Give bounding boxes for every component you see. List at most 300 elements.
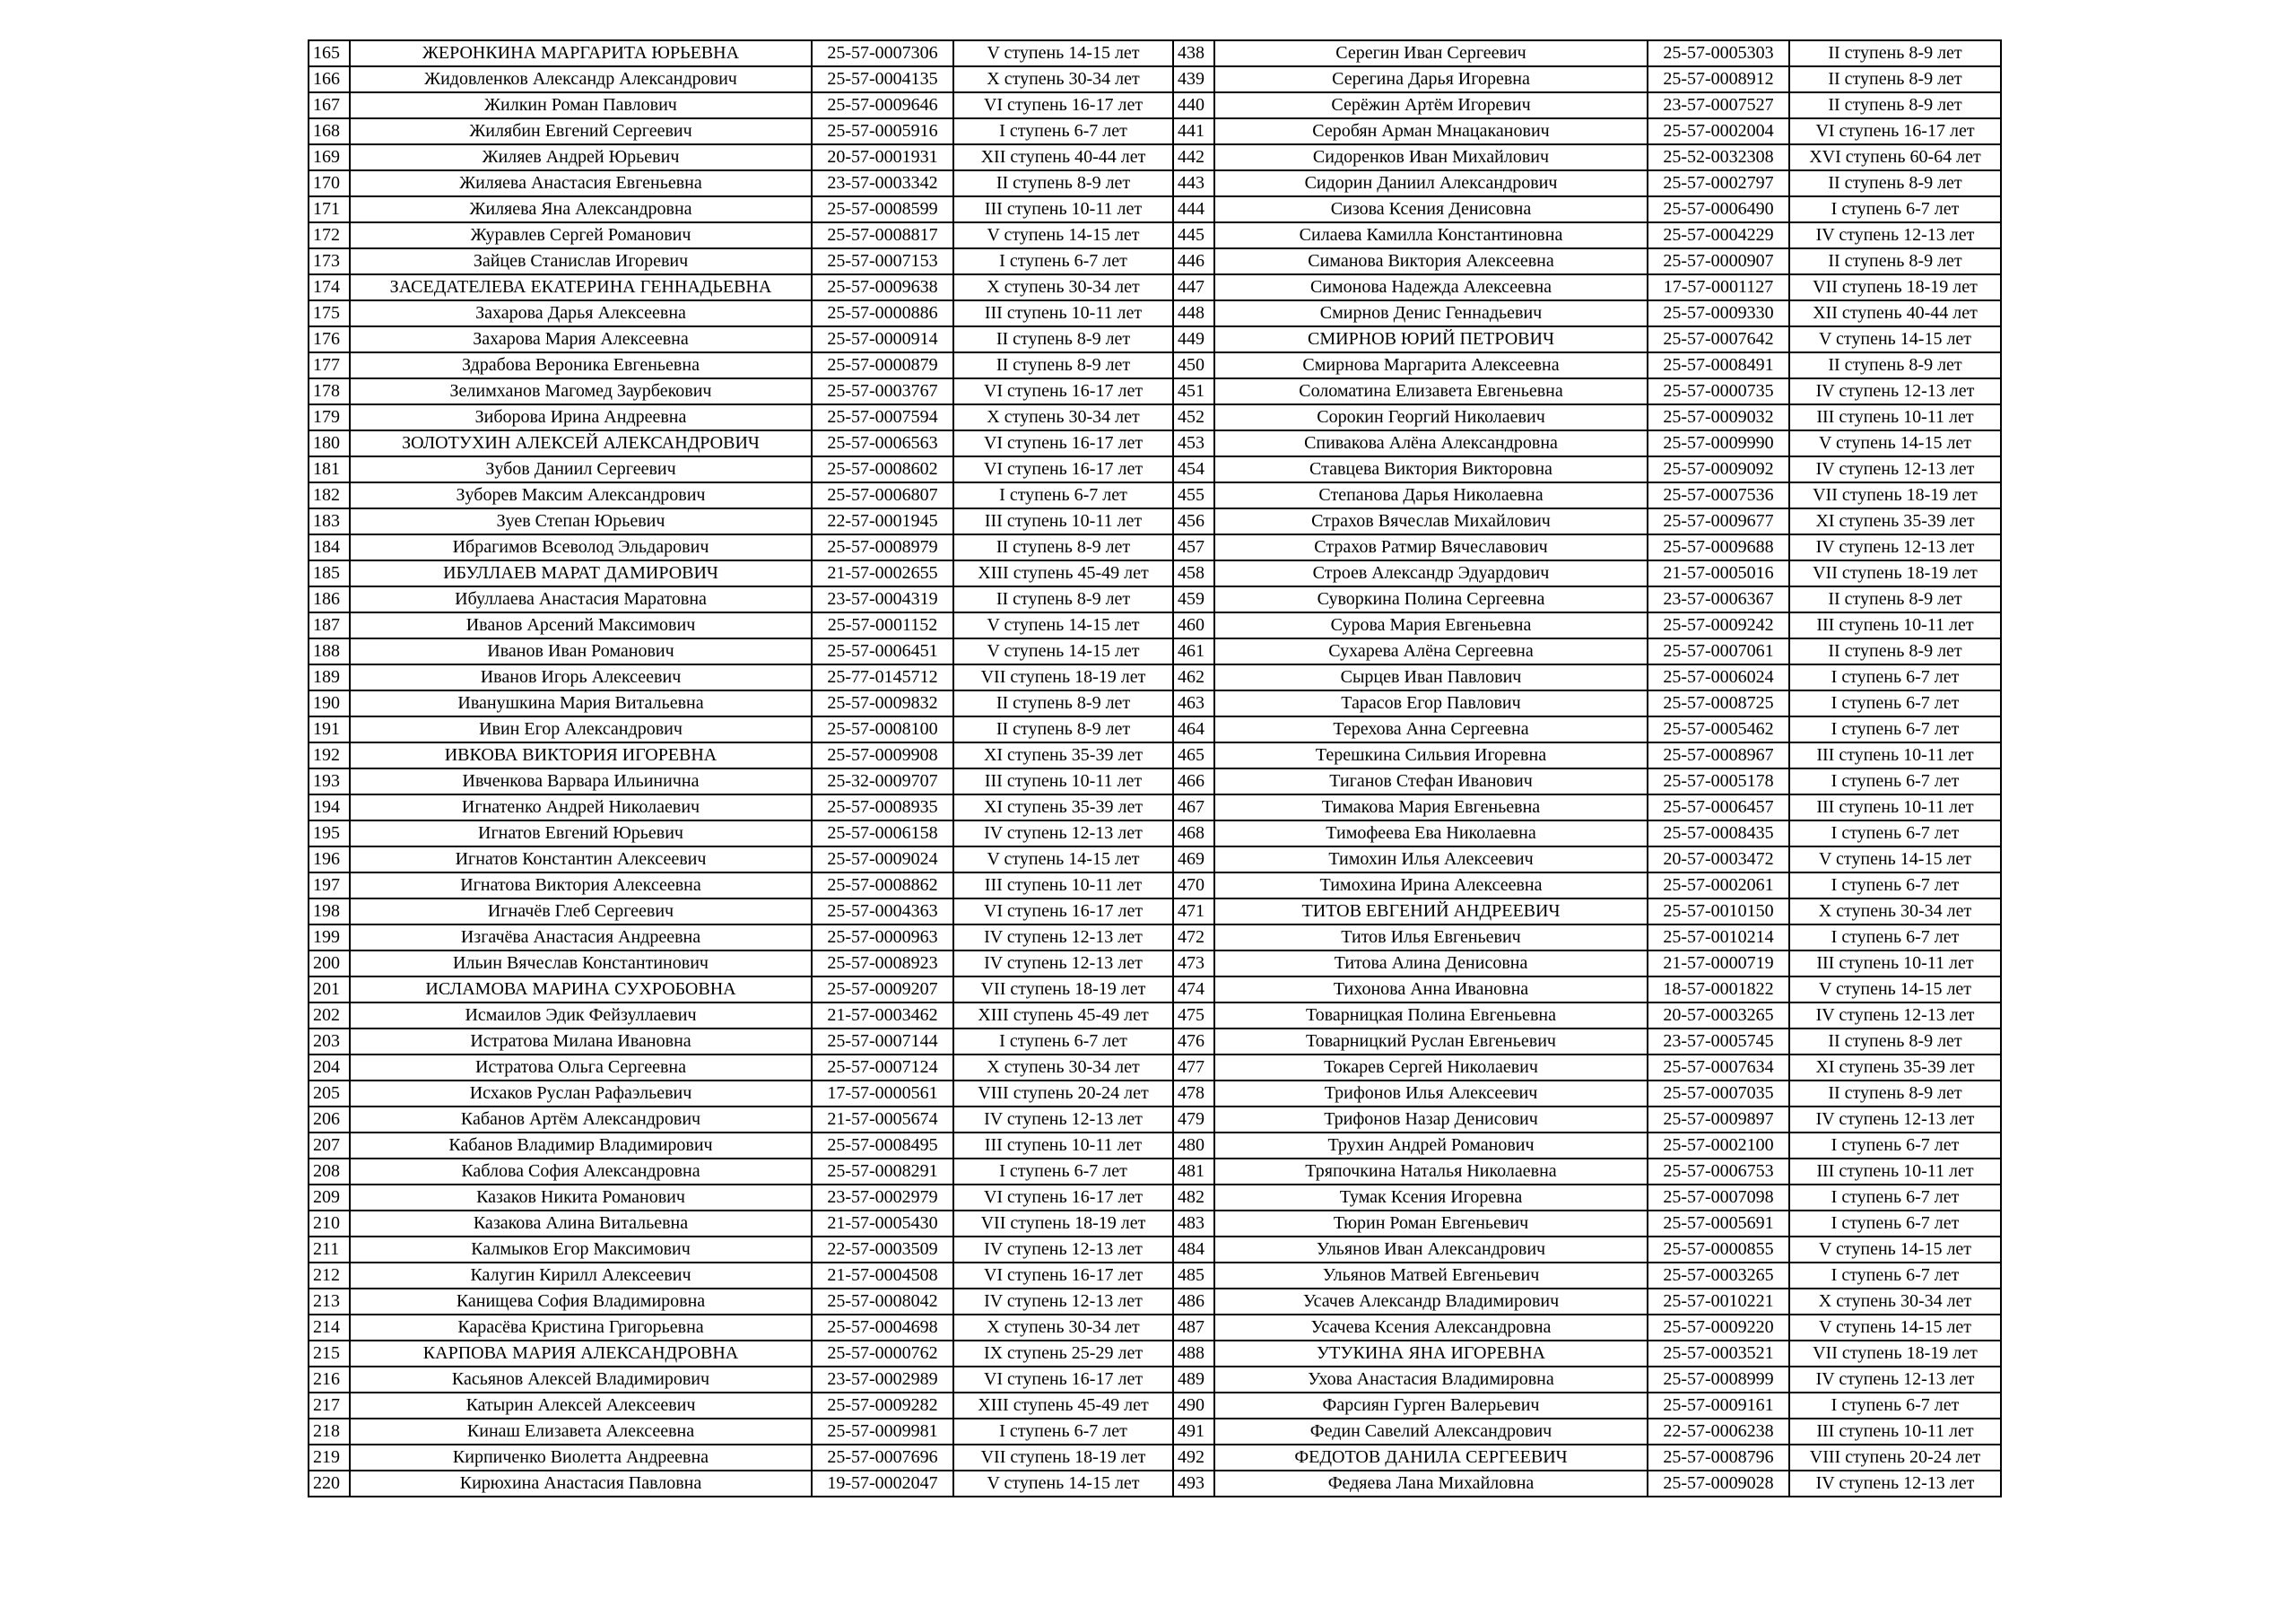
row-number-left: 177 <box>309 352 350 378</box>
table-row <box>309 378 2001 404</box>
table-row <box>309 1028 2001 1055</box>
participant-name-left: Игнатова Виктория Алексеевна <box>350 872 812 898</box>
participant-id-right: 25-57-0000907 <box>1648 248 1789 274</box>
participant-id-left: 19-57-0002047 <box>812 1471 953 1497</box>
participant-name-left: Игнатов Константин Алексеевич <box>350 846 812 872</box>
participant-id-right: 25-57-0005462 <box>1648 716 1789 742</box>
row-number-left: 174 <box>309 274 350 300</box>
participant-name-right: Сизова Ксения Денисовна <box>1214 196 1648 222</box>
row-number-left: 204 <box>309 1055 350 1081</box>
participant-name-right: СМИРНОВ ЮРИЙ ПЕТРОВИЧ <box>1214 326 1648 352</box>
participant-id-left: 25-57-0008599 <box>812 196 953 222</box>
participant-id-left: 25-57-0009981 <box>812 1419 953 1445</box>
participant-name-left: Игначёв Глеб Сергеевич <box>350 898 812 924</box>
participant-level-right: II ступень 8-9 лет <box>1789 586 2001 612</box>
table-row <box>309 170 2001 196</box>
row-number-left: 205 <box>309 1081 350 1107</box>
row-number-left: 180 <box>309 430 350 456</box>
participant-name-left: Исмаилов Эдик Фейзуллаевич <box>350 1002 812 1028</box>
participant-level-right: IV ступень 12-13 лет <box>1789 1367 2001 1393</box>
row-number-left: 175 <box>309 300 350 326</box>
participant-level-left: V ступень 14-15 лет <box>953 40 1173 66</box>
participant-name-right: Страхов Вячеслав Михайлович <box>1214 508 1648 534</box>
table-row <box>309 248 2001 274</box>
participant-name-left: Зуев Степан Юрьевич <box>350 508 812 534</box>
participant-name-left: Ивин Егор Александрович <box>350 716 812 742</box>
participant-id-left: 22-57-0001945 <box>812 508 953 534</box>
participant-id-left: 25-57-0006451 <box>812 638 953 664</box>
participant-id-right: 25-57-0009330 <box>1648 300 1789 326</box>
row-number-right: 469 <box>1173 846 1214 872</box>
participant-name-left: Жидовленков Александр Александрович <box>350 66 812 92</box>
participant-level-left: I ступень 6-7 лет <box>953 248 1173 274</box>
row-number-left: 168 <box>309 118 350 144</box>
participant-name-left: ИВКОВА ВИКТОРИЯ ИГОРЕВНА <box>350 742 812 768</box>
participant-level-left: II ступень 8-9 лет <box>953 690 1173 716</box>
participant-name-right: Товарницкая Полина Евгеньевна <box>1214 1002 1648 1028</box>
row-number-right: 461 <box>1173 638 1214 664</box>
table-row <box>309 872 2001 898</box>
participant-name-left: Здрабова Вероника Евгеньевна <box>350 352 812 378</box>
row-number-left: 172 <box>309 222 350 248</box>
participant-name-left: Казаков Никита Романович <box>350 1185 812 1211</box>
participant-name-left: ЗОЛОТУХИН АЛЕКСЕЙ АЛЕКСАНДРОВИЧ <box>350 430 812 456</box>
row-number-right: 459 <box>1173 586 1214 612</box>
participant-level-right: XVI ступень 60-64 лет <box>1789 144 2001 170</box>
participant-id-left: 25-57-0008979 <box>812 534 953 560</box>
table-row <box>309 664 2001 690</box>
participant-level-right: II ступень 8-9 лет <box>1789 1081 2001 1107</box>
participant-id-left: 25-57-0007153 <box>812 248 953 274</box>
participant-level-left: I ступень 6-7 лет <box>953 1419 1173 1445</box>
row-number-right: 450 <box>1173 352 1214 378</box>
participant-id-left: 25-57-0003767 <box>812 378 953 404</box>
participant-name-right: Строев Александр Эдуардович <box>1214 560 1648 586</box>
row-number-left: 200 <box>309 950 350 976</box>
participant-id-left: 20-57-0001931 <box>812 144 953 170</box>
row-number-right: 482 <box>1173 1185 1214 1211</box>
participant-id-left: 21-57-0004508 <box>812 1263 953 1289</box>
row-number-left: 179 <box>309 404 350 430</box>
row-number-right: 448 <box>1173 300 1214 326</box>
participant-name-left: Захарова Мария Алексеевна <box>350 326 812 352</box>
participant-level-left: V ступень 14-15 лет <box>953 612 1173 638</box>
participant-name-left: Ибуллаева Анастасия Маратовна <box>350 586 812 612</box>
participant-id-left: 25-57-0008935 <box>812 794 953 820</box>
participant-name-right: Фарсиян Гурген Валерьевич <box>1214 1393 1648 1419</box>
participant-name-right: Трифонов Илья Алексеевич <box>1214 1081 1648 1107</box>
participant-id-right: 25-57-0008435 <box>1648 820 1789 846</box>
participant-id-right: 25-57-0002061 <box>1648 872 1789 898</box>
participant-id-left: 25-57-0004698 <box>812 1315 953 1341</box>
participant-id-left: 25-57-0008923 <box>812 950 953 976</box>
row-number-right: 467 <box>1173 794 1214 820</box>
participant-id-left: 25-57-0000963 <box>812 924 953 950</box>
participant-name-left: Ильин Вячеслав Константинович <box>350 950 812 976</box>
table-row <box>309 976 2001 1002</box>
participant-name-right: Титов Илья Евгеньевич <box>1214 924 1648 950</box>
participant-id-right: 25-57-0005303 <box>1648 40 1789 66</box>
participant-level-right: IV ступень 12-13 лет <box>1789 1107 2001 1133</box>
participant-id-left: 25-57-0008817 <box>812 222 953 248</box>
participant-id-right: 25-57-0007061 <box>1648 638 1789 664</box>
table-row <box>309 430 2001 456</box>
participant-id-right: 25-57-0002100 <box>1648 1133 1789 1159</box>
table-row <box>309 508 2001 534</box>
participant-level-right: IV ступень 12-13 лет <box>1789 1471 2001 1497</box>
row-number-left: 183 <box>309 508 350 534</box>
row-number-right: 445 <box>1173 222 1214 248</box>
participant-name-right: Серёжин Артём Игоревич <box>1214 92 1648 118</box>
table-row <box>309 1002 2001 1028</box>
participant-level-right: III ступень 10-11 лет <box>1789 404 2001 430</box>
participant-id-right: 25-57-0003265 <box>1648 1263 1789 1289</box>
participant-id-right: 21-57-0000719 <box>1648 950 1789 976</box>
participant-level-left: X ступень 30-34 лет <box>953 66 1173 92</box>
participant-name-right: Трифонов Назар Денисович <box>1214 1107 1648 1133</box>
participant-level-right: VII ступень 18-19 лет <box>1789 560 2001 586</box>
table-row <box>309 1445 2001 1471</box>
participant-level-left: V ступень 14-15 лет <box>953 1471 1173 1497</box>
participant-name-right: Усачев Александр Владимирович <box>1214 1289 1648 1315</box>
participant-id-right: 21-57-0005016 <box>1648 560 1789 586</box>
row-number-right: 458 <box>1173 560 1214 586</box>
row-number-left: 176 <box>309 326 350 352</box>
participants-table <box>308 39 2002 1497</box>
table-row <box>309 1211 2001 1237</box>
participant-level-left: IV ступень 12-13 лет <box>953 1237 1173 1263</box>
participant-id-left: 25-57-0001152 <box>812 612 953 638</box>
row-number-right: 438 <box>1173 40 1214 66</box>
table-row <box>309 898 2001 924</box>
table-row <box>309 40 2001 66</box>
row-number-right: 447 <box>1173 274 1214 300</box>
participant-level-left: II ступень 8-9 лет <box>953 716 1173 742</box>
participant-id-left: 21-57-0005430 <box>812 1211 953 1237</box>
row-number-right: 478 <box>1173 1081 1214 1107</box>
participant-level-left: III ступень 10-11 лет <box>953 1133 1173 1159</box>
row-number-right: 471 <box>1173 898 1214 924</box>
participant-name-left: Катырин Алексей Алексеевич <box>350 1393 812 1419</box>
participant-id-right: 18-57-0001822 <box>1648 976 1789 1002</box>
row-number-right: 487 <box>1173 1315 1214 1341</box>
participant-name-left: ЖЕРОНКИНА МАРГАРИТА ЮРЬЕВНА <box>350 40 812 66</box>
participant-name-left: Иванов Игорь Алексеевич <box>350 664 812 690</box>
participant-name-left: Зелимханов Магомед Заурбекович <box>350 378 812 404</box>
participant-name-right: ТИТОВ ЕВГЕНИЙ АНДРЕЕВИЧ <box>1214 898 1648 924</box>
participant-id-right: 25-57-0008491 <box>1648 352 1789 378</box>
row-number-right: 443 <box>1173 170 1214 196</box>
participant-level-right: I ступень 6-7 лет <box>1789 1185 2001 1211</box>
row-number-right: 473 <box>1173 950 1214 976</box>
participant-id-right: 25-57-0006753 <box>1648 1159 1789 1185</box>
row-number-right: 444 <box>1173 196 1214 222</box>
row-number-left: 171 <box>309 196 350 222</box>
participant-level-left: VII ступень 18-19 лет <box>953 1445 1173 1471</box>
participant-level-right: X ступень 30-34 лет <box>1789 898 2001 924</box>
row-number-right: 488 <box>1173 1341 1214 1367</box>
participant-level-right: V ступень 14-15 лет <box>1789 1237 2001 1263</box>
row-number-right: 491 <box>1173 1419 1214 1445</box>
row-number-left: 214 <box>309 1315 350 1341</box>
row-number-left: 211 <box>309 1237 350 1263</box>
participant-name-left: Кабанов Артём Александрович <box>350 1107 812 1133</box>
row-number-left: 218 <box>309 1419 350 1445</box>
participant-name-left: Кирпиченко Виолетта Андреевна <box>350 1445 812 1471</box>
row-number-right: 470 <box>1173 872 1214 898</box>
participant-name-left: Зиборова Ирина Андреевна <box>350 404 812 430</box>
participant-name-left: Изгачёва Анастасия Андреевна <box>350 924 812 950</box>
table-row <box>309 1055 2001 1081</box>
participant-name-left: Истратова Милана Ивановна <box>350 1028 812 1055</box>
participant-name-left: ЗАСЕДАТЕЛЕВА ЕКАТЕРИНА ГЕННАДЬЕВНА <box>350 274 812 300</box>
participant-level-left: IV ступень 12-13 лет <box>953 1289 1173 1315</box>
row-number-right: 480 <box>1173 1133 1214 1159</box>
participant-id-left: 25-57-0009207 <box>812 976 953 1002</box>
row-number-right: 472 <box>1173 924 1214 950</box>
participant-id-left: 25-57-0009832 <box>812 690 953 716</box>
participants-table-body <box>309 40 2001 1497</box>
participant-id-left: 17-57-0000561 <box>812 1081 953 1107</box>
participant-level-right: I ступень 6-7 лет <box>1789 872 2001 898</box>
table-row <box>309 768 2001 794</box>
participant-level-left: VI ступень 16-17 лет <box>953 898 1173 924</box>
participant-level-left: VII ступень 18-19 лет <box>953 976 1173 1002</box>
participant-level-left: VIII ступень 20-24 лет <box>953 1081 1173 1107</box>
participant-level-left: V ступень 14-15 лет <box>953 638 1173 664</box>
participant-level-right: II ступень 8-9 лет <box>1789 1028 2001 1055</box>
row-number-right: 474 <box>1173 976 1214 1002</box>
participant-id-left: 25-57-0009282 <box>812 1393 953 1419</box>
participant-name-left: Жилябин Евгений Сергеевич <box>350 118 812 144</box>
participant-level-left: X ступень 30-34 лет <box>953 404 1173 430</box>
participant-level-right: I ступень 6-7 лет <box>1789 716 2001 742</box>
participant-name-right: Ульянов Матвей Евгеньевич <box>1214 1263 1648 1289</box>
row-number-left: 198 <box>309 898 350 924</box>
participant-name-left: Зайцев Станислав Игоревич <box>350 248 812 274</box>
participant-name-right: Симанова Виктория Алексеевна <box>1214 248 1648 274</box>
row-number-left: 220 <box>309 1471 350 1497</box>
participant-level-right: VII ступень 18-19 лет <box>1789 482 2001 508</box>
participant-level-left: III ступень 10-11 лет <box>953 300 1173 326</box>
participant-name-right: Титова Алина Денисовна <box>1214 950 1648 976</box>
participant-name-left: Жилкин Роман Павлович <box>350 92 812 118</box>
participant-level-left: VI ступень 16-17 лет <box>953 92 1173 118</box>
participant-id-left: 25-57-0008862 <box>812 872 953 898</box>
row-number-right: 481 <box>1173 1159 1214 1185</box>
participant-level-right: I ступень 6-7 лет <box>1789 820 2001 846</box>
row-number-right: 456 <box>1173 508 1214 534</box>
row-number-right: 490 <box>1173 1393 1214 1419</box>
row-number-left: 173 <box>309 248 350 274</box>
participant-name-right: Смирнова Маргарита Алексеевна <box>1214 352 1648 378</box>
participant-id-right: 25-57-0000855 <box>1648 1237 1789 1263</box>
participant-level-right: II ступень 8-9 лет <box>1789 248 2001 274</box>
participant-level-right: IV ступень 12-13 лет <box>1789 1002 2001 1028</box>
participant-id-right: 25-57-0002004 <box>1648 118 1789 144</box>
table-row <box>309 118 2001 144</box>
participant-name-left: ИБУЛЛАЕВ МАРАТ ДАМИРОВИЧ <box>350 560 812 586</box>
row-number-right: 486 <box>1173 1289 1214 1315</box>
row-number-left: 212 <box>309 1263 350 1289</box>
row-number-right: 493 <box>1173 1471 1214 1497</box>
participant-id-right: 25-57-0006490 <box>1648 196 1789 222</box>
participant-level-right: II ступень 8-9 лет <box>1789 352 2001 378</box>
participant-name-left: Калмыков Егор Максимович <box>350 1237 812 1263</box>
row-number-left: 185 <box>309 560 350 586</box>
participant-level-left: IV ступень 12-13 лет <box>953 820 1173 846</box>
participant-level-right: IV ступень 12-13 лет <box>1789 378 2001 404</box>
participant-name-right: Сорокин Георгий Николаевич <box>1214 404 1648 430</box>
participant-level-left: I ступень 6-7 лет <box>953 118 1173 144</box>
row-number-right: 439 <box>1173 66 1214 92</box>
participant-level-left: VII ступень 18-19 лет <box>953 664 1173 690</box>
participant-level-left: II ступень 8-9 лет <box>953 352 1173 378</box>
row-number-left: 203 <box>309 1028 350 1055</box>
row-number-right: 440 <box>1173 92 1214 118</box>
participant-name-right: Тряпочкина Наталья Николаевна <box>1214 1159 1648 1185</box>
row-number-right: 463 <box>1173 690 1214 716</box>
participant-name-right: Ставцева Виктория Викторовна <box>1214 456 1648 482</box>
row-number-left: 217 <box>309 1393 350 1419</box>
participant-level-right: III ступень 10-11 лет <box>1789 1419 2001 1445</box>
table-row <box>309 534 2001 560</box>
participant-name-right: Тумак Ксения Игоревна <box>1214 1185 1648 1211</box>
participant-name-right: ФЕДОТОВ ДАНИЛА СЕРГЕЕВИЧ <box>1214 1445 1648 1471</box>
participant-level-right: IV ступень 12-13 лет <box>1789 222 2001 248</box>
row-number-right: 492 <box>1173 1445 1214 1471</box>
participant-level-right: III ступень 10-11 лет <box>1789 612 2001 638</box>
participant-id-left: 25-57-0005916 <box>812 118 953 144</box>
table-row <box>309 482 2001 508</box>
row-number-left: 190 <box>309 690 350 716</box>
row-number-left: 184 <box>309 534 350 560</box>
participant-name-right: Терехова Анна Сергеевна <box>1214 716 1648 742</box>
participant-name-right: Усачева Ксения Александровна <box>1214 1315 1648 1341</box>
row-number-left: 207 <box>309 1133 350 1159</box>
table-row <box>309 1133 2001 1159</box>
participant-name-left: Канищева София Владимировна <box>350 1289 812 1315</box>
participant-name-right: Симонова Надежда Алексеевна <box>1214 274 1648 300</box>
participant-id-right: 25-57-0008725 <box>1648 690 1789 716</box>
table-row <box>309 820 2001 846</box>
participant-level-left: VI ступень 16-17 лет <box>953 1263 1173 1289</box>
participant-level-right: I ступень 6-7 лет <box>1789 690 2001 716</box>
participant-level-left: XII ступень 40-44 лет <box>953 144 1173 170</box>
row-number-right: 477 <box>1173 1055 1214 1081</box>
table-row <box>309 1289 2001 1315</box>
table-row <box>309 690 2001 716</box>
participant-name-left: Иванов Иван Романович <box>350 638 812 664</box>
participant-level-right: II ступень 8-9 лет <box>1789 66 2001 92</box>
participant-id-right: 25-57-0009990 <box>1648 430 1789 456</box>
participant-name-left: Кинаш Елизавета Алексеевна <box>350 1419 812 1445</box>
participant-id-right: 25-57-0009677 <box>1648 508 1789 534</box>
participant-name-left: Захарова Дарья Алексеевна <box>350 300 812 326</box>
row-number-left: 201 <box>309 976 350 1002</box>
row-number-left: 188 <box>309 638 350 664</box>
participant-id-right: 25-57-0009242 <box>1648 612 1789 638</box>
table-row <box>309 92 2001 118</box>
row-number-left: 194 <box>309 794 350 820</box>
participant-id-left: 21-57-0002655 <box>812 560 953 586</box>
participant-level-left: II ступень 8-9 лет <box>953 170 1173 196</box>
row-number-left: 178 <box>309 378 350 404</box>
participant-id-left: 25-32-0009707 <box>812 768 953 794</box>
participant-level-right: III ступень 10-11 лет <box>1789 794 2001 820</box>
participant-level-left: XI ступень 35-39 лет <box>953 742 1173 768</box>
participant-level-right: VI ступень 16-17 лет <box>1789 118 2001 144</box>
participant-level-left: VI ступень 16-17 лет <box>953 1185 1173 1211</box>
row-number-left: 195 <box>309 820 350 846</box>
row-number-right: 446 <box>1173 248 1214 274</box>
row-number-left: 199 <box>309 924 350 950</box>
table-row <box>309 300 2001 326</box>
participant-id-left: 25-57-0009646 <box>812 92 953 118</box>
row-number-left: 202 <box>309 1002 350 1028</box>
participant-name-left: Зуборев Максим Александрович <box>350 482 812 508</box>
table-row <box>309 66 2001 92</box>
participant-level-right: V ступень 14-15 лет <box>1789 430 2001 456</box>
participant-id-left: 25-57-0009908 <box>812 742 953 768</box>
table-row <box>309 950 2001 976</box>
table-row <box>309 586 2001 612</box>
row-number-right: 453 <box>1173 430 1214 456</box>
table-row <box>309 638 2001 664</box>
participant-id-right: 25-57-0002797 <box>1648 170 1789 196</box>
participant-id-left: 25-57-0008042 <box>812 1289 953 1315</box>
participant-id-right: 25-57-0008912 <box>1648 66 1789 92</box>
participant-level-right: V ступень 14-15 лет <box>1789 326 2001 352</box>
participant-id-right: 25-57-0009028 <box>1648 1471 1789 1497</box>
row-number-left: 206 <box>309 1107 350 1133</box>
participant-level-left: IV ступень 12-13 лет <box>953 924 1173 950</box>
participant-name-right: Сырцев Иван Павлович <box>1214 664 1648 690</box>
participant-name-right: Серегин Иван Сергеевич <box>1214 40 1648 66</box>
table-row <box>309 1107 2001 1133</box>
participant-level-left: I ступень 6-7 лет <box>953 1028 1173 1055</box>
participant-name-left: Каблова София Александровна <box>350 1159 812 1185</box>
table-row <box>309 612 2001 638</box>
participant-level-right: I ступень 6-7 лет <box>1789 1211 2001 1237</box>
participant-level-right: V ступень 14-15 лет <box>1789 976 2001 1002</box>
participant-level-left: III ступень 10-11 лет <box>953 768 1173 794</box>
participant-level-right: VII ступень 18-19 лет <box>1789 274 2001 300</box>
participant-id-right: 17-57-0001127 <box>1648 274 1789 300</box>
table-row <box>309 1393 2001 1419</box>
participant-name-right: Тимакова Мария Евгеньевна <box>1214 794 1648 820</box>
row-number-right: 475 <box>1173 1002 1214 1028</box>
participant-name-left: Казакова Алина Витальевна <box>350 1211 812 1237</box>
participant-id-left: 22-57-0003509 <box>812 1237 953 1263</box>
participant-level-right: VII ступень 18-19 лет <box>1789 1341 2001 1367</box>
participant-level-left: II ступень 8-9 лет <box>953 586 1173 612</box>
participant-level-right: I ступень 6-7 лет <box>1789 1133 2001 1159</box>
row-number-right: 449 <box>1173 326 1214 352</box>
table-row <box>309 1263 2001 1289</box>
participant-id-left: 25-57-0000879 <box>812 352 953 378</box>
participant-id-left: 25-57-0007696 <box>812 1445 953 1471</box>
participant-level-right: II ступень 8-9 лет <box>1789 638 2001 664</box>
participant-name-right: Тиганов Стефан Иванович <box>1214 768 1648 794</box>
participant-name-left: Калугин Кирилл Алексеевич <box>350 1263 812 1289</box>
table-row <box>309 1471 2001 1497</box>
row-number-left: 215 <box>309 1341 350 1367</box>
participant-level-right: III ступень 10-11 лет <box>1789 742 2001 768</box>
participant-name-right: Сидоренков Иван Михайлович <box>1214 144 1648 170</box>
row-number-left: 181 <box>309 456 350 482</box>
row-number-left: 169 <box>309 144 350 170</box>
